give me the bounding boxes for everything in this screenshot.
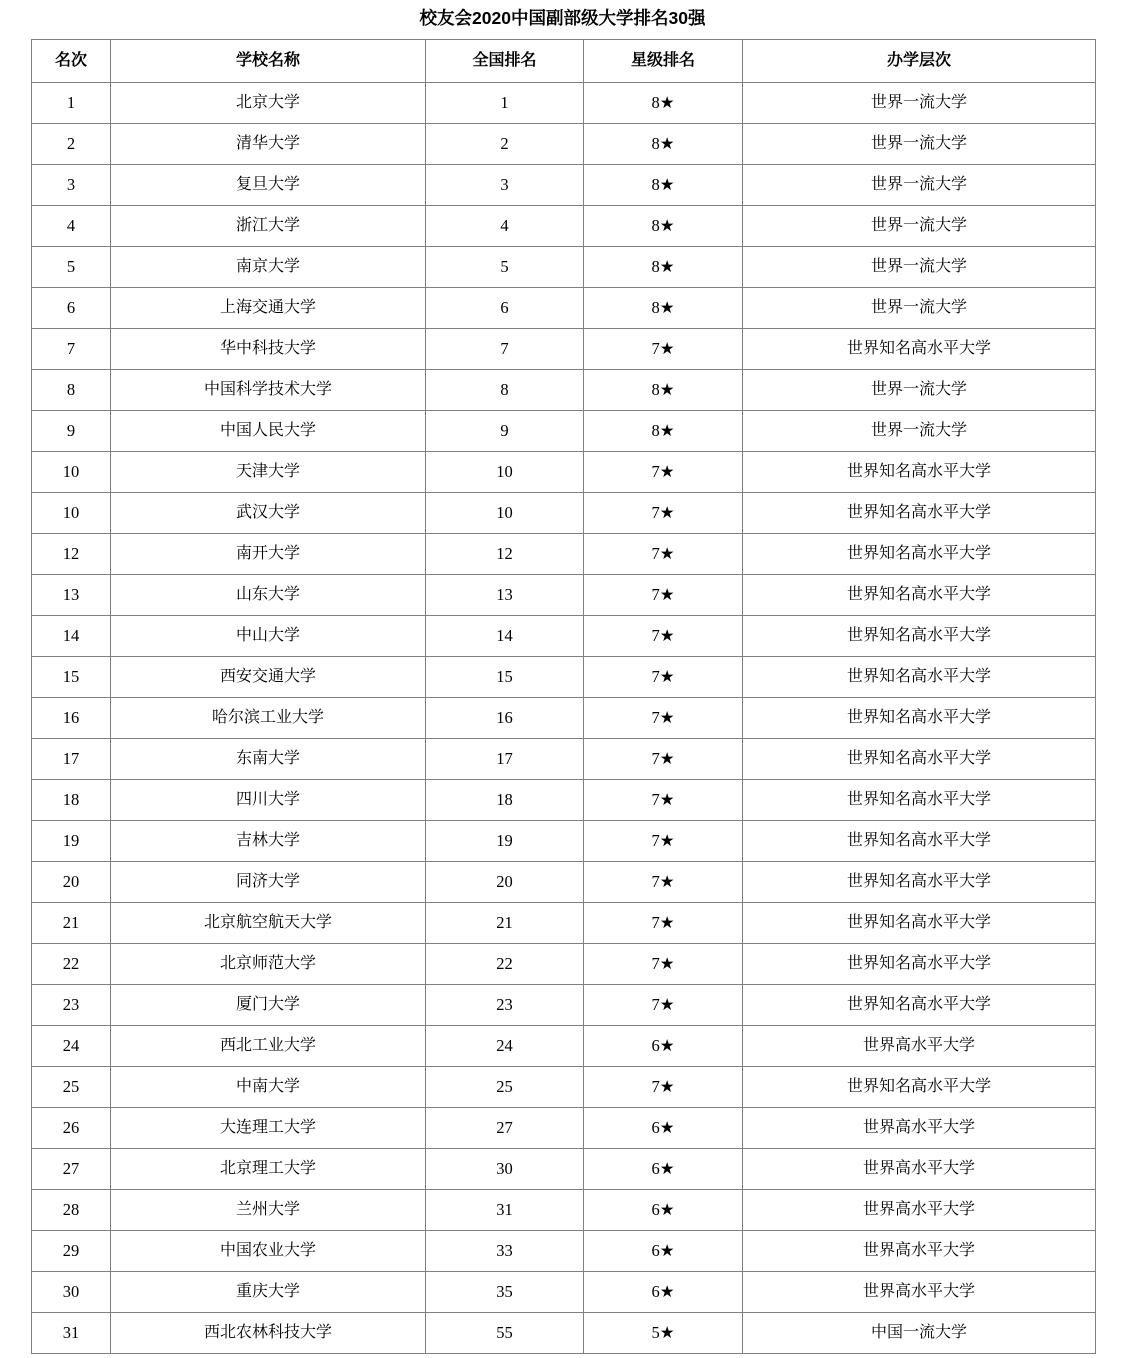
table-row: [32, 329, 1096, 370]
cell-national-rank: 6: [426, 288, 584, 329]
cell-tier: 世界高水平大学: [743, 1108, 1096, 1149]
cell-star-rank: 6★: [584, 1149, 743, 1190]
cell-star-rank: 7★: [584, 903, 743, 944]
cell-tier: 世界一流大学: [743, 247, 1096, 288]
cell-rank: 2: [32, 124, 111, 165]
cell-tier: 世界一流大学: [743, 411, 1096, 452]
cell-school-name: 北京理工大学: [111, 1149, 426, 1190]
cell-school-name: 华中科技大学: [111, 329, 426, 370]
cell-national-rank: 23: [426, 985, 584, 1026]
cell-national-rank: 30: [426, 1149, 584, 1190]
cell-school-name: 北京大学: [111, 83, 426, 124]
cell-national-rank: 10: [426, 452, 584, 493]
cell-rank: 30: [32, 1272, 111, 1313]
cell-rank: 6: [32, 288, 111, 329]
cell-national-rank: 15: [426, 657, 584, 698]
table-row: [32, 452, 1096, 493]
column-header-school-name: 学校名称: [111, 40, 426, 83]
column-header-national-rank: 全国排名: [426, 40, 584, 83]
cell-national-rank: 9: [426, 411, 584, 452]
cell-tier: 世界知名高水平大学: [743, 493, 1096, 534]
cell-national-rank: 7: [426, 329, 584, 370]
cell-tier: 世界知名高水平大学: [743, 903, 1096, 944]
cell-school-name: 哈尔滨工业大学: [111, 698, 426, 739]
cell-school-name: 浙江大学: [111, 206, 426, 247]
table-header: [32, 40, 1096, 83]
cell-school-name: 中国农业大学: [111, 1231, 426, 1272]
cell-star-rank: 8★: [584, 206, 743, 247]
table-row: [32, 1190, 1096, 1231]
cell-rank: 14: [32, 616, 111, 657]
cell-star-rank: 6★: [584, 1026, 743, 1067]
cell-tier: 世界知名高水平大学: [743, 944, 1096, 985]
cell-national-rank: 1: [426, 83, 584, 124]
cell-star-rank: 7★: [584, 862, 743, 903]
cell-star-rank: 7★: [584, 452, 743, 493]
cell-tier: 世界高水平大学: [743, 1231, 1096, 1272]
cell-rank: 15: [32, 657, 111, 698]
column-header-rank: 名次: [32, 40, 111, 83]
cell-star-rank: 6★: [584, 1108, 743, 1149]
cell-tier: 世界知名高水平大学: [743, 985, 1096, 1026]
cell-school-name: 西北农林科技大学: [111, 1313, 426, 1354]
table-row: [32, 1149, 1096, 1190]
cell-school-name: 大连理工大学: [111, 1108, 426, 1149]
cell-rank: 18: [32, 780, 111, 821]
table-row: [32, 1231, 1096, 1272]
cell-national-rank: 18: [426, 780, 584, 821]
cell-rank: 7: [32, 329, 111, 370]
cell-national-rank: 3: [426, 165, 584, 206]
cell-rank: 10: [32, 452, 111, 493]
cell-school-name: 重庆大学: [111, 1272, 426, 1313]
table-row: [32, 575, 1096, 616]
cell-school-name: 东南大学: [111, 739, 426, 780]
table-header-row: [32, 40, 1096, 83]
cell-school-name: 西安交通大学: [111, 657, 426, 698]
cell-school-name: 中山大学: [111, 616, 426, 657]
cell-rank: 17: [32, 739, 111, 780]
cell-star-rank: 6★: [584, 1231, 743, 1272]
cell-star-rank: 8★: [584, 83, 743, 124]
cell-national-rank: 20: [426, 862, 584, 903]
page-title: 校友会2020中国副部级大学排名30强: [419, 8, 706, 28]
table-row: [32, 903, 1096, 944]
cell-tier: 世界高水平大学: [743, 1272, 1096, 1313]
ranking-table: [31, 39, 1096, 1354]
table-row: [32, 944, 1096, 985]
cell-school-name: 南开大学: [111, 534, 426, 575]
cell-national-rank: 35: [426, 1272, 584, 1313]
cell-tier: 世界高水平大学: [743, 1026, 1096, 1067]
cell-rank: 29: [32, 1231, 111, 1272]
cell-school-name: 南京大学: [111, 247, 426, 288]
cell-tier: 世界一流大学: [743, 124, 1096, 165]
cell-star-rank: 7★: [584, 985, 743, 1026]
cell-tier: 世界知名高水平大学: [743, 780, 1096, 821]
cell-rank: 28: [32, 1190, 111, 1231]
cell-tier: 世界知名高水平大学: [743, 862, 1096, 903]
cell-rank: 24: [32, 1026, 111, 1067]
cell-star-rank: 6★: [584, 1190, 743, 1231]
cell-star-rank: 8★: [584, 247, 743, 288]
cell-tier: 世界知名高水平大学: [743, 452, 1096, 493]
cell-school-name: 厦门大学: [111, 985, 426, 1026]
cell-rank: 22: [32, 944, 111, 985]
cell-star-rank: 7★: [584, 739, 743, 780]
cell-rank: 25: [32, 1067, 111, 1108]
cell-star-rank: 8★: [584, 370, 743, 411]
table-row: [32, 534, 1096, 575]
cell-school-name: 上海交通大学: [111, 288, 426, 329]
table-row: [32, 206, 1096, 247]
cell-rank: 19: [32, 821, 111, 862]
cell-school-name: 山东大学: [111, 575, 426, 616]
cell-rank: 8: [32, 370, 111, 411]
cell-star-rank: 7★: [584, 575, 743, 616]
cell-star-rank: 7★: [584, 493, 743, 534]
cell-tier: 世界知名高水平大学: [743, 575, 1096, 616]
cell-national-rank: 17: [426, 739, 584, 780]
cell-rank: 31: [32, 1313, 111, 1354]
cell-tier: 世界一流大学: [743, 83, 1096, 124]
cell-rank: 12: [32, 534, 111, 575]
table-row: [32, 657, 1096, 698]
cell-school-name: 中国人民大学: [111, 411, 426, 452]
cell-star-rank: 8★: [584, 288, 743, 329]
table-body: [32, 83, 1096, 1354]
cell-rank: 23: [32, 985, 111, 1026]
cell-rank: 21: [32, 903, 111, 944]
table-row: [32, 780, 1096, 821]
cell-tier: 世界一流大学: [743, 206, 1096, 247]
cell-national-rank: 33: [426, 1231, 584, 1272]
cell-school-name: 西北工业大学: [111, 1026, 426, 1067]
cell-star-rank: 6★: [584, 1272, 743, 1313]
table-row: [32, 370, 1096, 411]
table-row: [32, 1313, 1096, 1354]
cell-national-rank: 25: [426, 1067, 584, 1108]
cell-national-rank: 10: [426, 493, 584, 534]
cell-national-rank: 8: [426, 370, 584, 411]
table-row: [32, 411, 1096, 452]
table-row: [32, 165, 1096, 206]
cell-rank: 3: [32, 165, 111, 206]
cell-school-name: 天津大学: [111, 452, 426, 493]
cell-school-name: 中南大学: [111, 1067, 426, 1108]
table-row: [32, 862, 1096, 903]
table-row: [32, 1067, 1096, 1108]
cell-tier: 世界知名高水平大学: [743, 739, 1096, 780]
cell-star-rank: 8★: [584, 411, 743, 452]
cell-star-rank: 7★: [584, 657, 743, 698]
cell-national-rank: 22: [426, 944, 584, 985]
ranking-table-container: [31, 39, 1095, 1354]
cell-star-rank: 7★: [584, 821, 743, 862]
cell-school-name: 复旦大学: [111, 165, 426, 206]
table-row: [32, 1108, 1096, 1149]
cell-tier: 世界知名高水平大学: [743, 329, 1096, 370]
cell-school-name: 武汉大学: [111, 493, 426, 534]
cell-rank: 5: [32, 247, 111, 288]
cell-school-name: 兰州大学: [111, 1190, 426, 1231]
cell-national-rank: 21: [426, 903, 584, 944]
cell-school-name: 吉林大学: [111, 821, 426, 862]
cell-rank: 27: [32, 1149, 111, 1190]
column-header-tier: 办学层次: [743, 40, 1096, 83]
cell-rank: 1: [32, 83, 111, 124]
cell-tier: 世界知名高水平大学: [743, 657, 1096, 698]
cell-school-name: 同济大学: [111, 862, 426, 903]
table-row: [32, 739, 1096, 780]
cell-rank: 9: [32, 411, 111, 452]
cell-tier: 世界知名高水平大学: [743, 698, 1096, 739]
table-row: [32, 1026, 1096, 1067]
cell-school-name: 清华大学: [111, 124, 426, 165]
cell-national-rank: 19: [426, 821, 584, 862]
cell-tier: 世界知名高水平大学: [743, 534, 1096, 575]
cell-rank: 10: [32, 493, 111, 534]
cell-star-rank: 7★: [584, 780, 743, 821]
cell-national-rank: 2: [426, 124, 584, 165]
cell-tier: 世界高水平大学: [743, 1190, 1096, 1231]
table-row: [32, 821, 1096, 862]
table-row: [32, 83, 1096, 124]
cell-tier: 世界一流大学: [743, 370, 1096, 411]
cell-rank: 13: [32, 575, 111, 616]
cell-tier: 世界高水平大学: [743, 1149, 1096, 1190]
cell-tier: 世界知名高水平大学: [743, 616, 1096, 657]
cell-star-rank: 8★: [584, 165, 743, 206]
table-row: [32, 985, 1096, 1026]
table-row: [32, 247, 1096, 288]
cell-national-rank: 4: [426, 206, 584, 247]
cell-rank: 20: [32, 862, 111, 903]
table-row: [32, 493, 1096, 534]
cell-national-rank: 27: [426, 1108, 584, 1149]
cell-star-rank: 8★: [584, 124, 743, 165]
table-row: [32, 698, 1096, 739]
table-row: [32, 616, 1096, 657]
cell-national-rank: 12: [426, 534, 584, 575]
cell-star-rank: 7★: [584, 1067, 743, 1108]
cell-tier: 世界一流大学: [743, 165, 1096, 206]
column-header-star-rank: 星级排名: [584, 40, 743, 83]
cell-rank: 26: [32, 1108, 111, 1149]
cell-national-rank: 14: [426, 616, 584, 657]
cell-school-name: 中国科学技术大学: [111, 370, 426, 411]
cell-tier: 中国一流大学: [743, 1313, 1096, 1354]
cell-school-name: 四川大学: [111, 780, 426, 821]
cell-national-rank: 5: [426, 247, 584, 288]
cell-national-rank: 13: [426, 575, 584, 616]
cell-national-rank: 16: [426, 698, 584, 739]
cell-tier: 世界一流大学: [743, 288, 1096, 329]
cell-star-rank: 7★: [584, 944, 743, 985]
cell-national-rank: 55: [426, 1313, 584, 1354]
cell-rank: 16: [32, 698, 111, 739]
cell-star-rank: 7★: [584, 698, 743, 739]
table-row: [32, 1272, 1096, 1313]
cell-rank: 4: [32, 206, 111, 247]
cell-national-rank: 24: [426, 1026, 584, 1067]
cell-star-rank: 7★: [584, 534, 743, 575]
table-row: [32, 124, 1096, 165]
table-row: [32, 288, 1096, 329]
cell-school-name: 北京师范大学: [111, 944, 426, 985]
cell-national-rank: 31: [426, 1190, 584, 1231]
cell-school-name: 北京航空航天大学: [111, 903, 426, 944]
cell-tier: 世界知名高水平大学: [743, 821, 1096, 862]
cell-star-rank: 7★: [584, 329, 743, 370]
cell-star-rank: 5★: [584, 1313, 743, 1354]
cell-star-rank: 7★: [584, 616, 743, 657]
cell-tier: 世界知名高水平大学: [743, 1067, 1096, 1108]
